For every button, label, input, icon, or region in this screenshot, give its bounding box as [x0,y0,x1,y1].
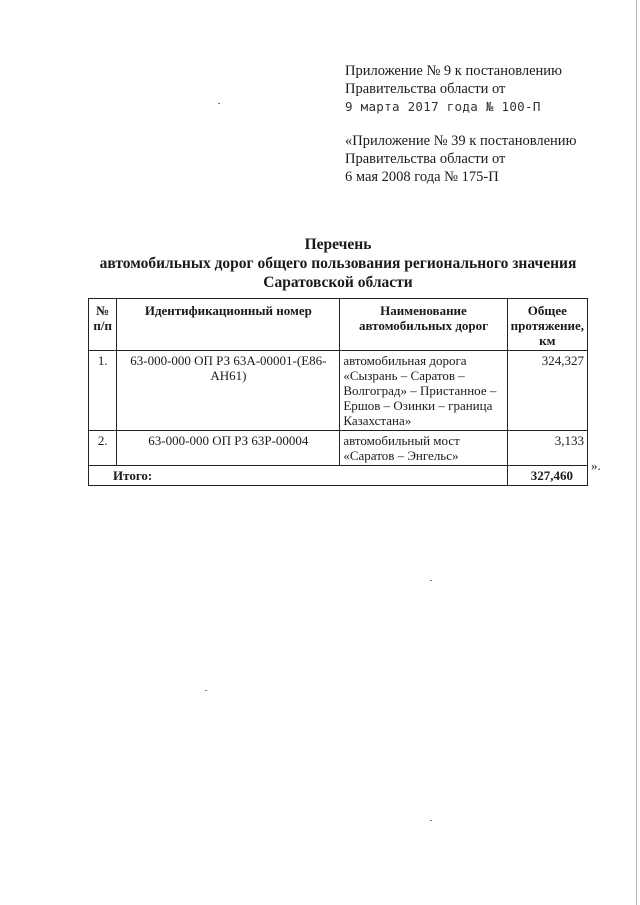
appendix-current [345,62,562,116]
appendix-current-line1: Приложение № 9 к постановлению [345,63,562,79]
scan-speck [430,580,432,581]
row2-num: 2. [89,431,117,466]
appendix-original-line2: Правительства области от [345,151,506,167]
row2-id: 63-000-000 ОП РЗ 63Р-00004 [117,431,340,466]
scan-speck [430,820,432,821]
scan-speck [218,103,220,104]
closing-quote-mark: ». [591,458,601,473]
table-total-row [89,466,588,486]
table-row [89,351,588,431]
title-line2: автомобильных дорог общего пользования регионального значения [99,255,577,272]
row2-length: 3,133 [507,431,587,466]
header-num: № п/п [89,299,117,351]
row1-id: 63-000-000 ОП РЗ 63А-00001-(Е86-АН61) [117,351,340,431]
total-label: Итого: [89,466,508,486]
roads-table [88,298,588,486]
table-header-row [89,299,588,351]
header-name: Наименование автомобильных дорог [340,299,507,351]
header-id: Идентификационный номер [117,299,340,351]
table-row [89,431,588,466]
row1-num: 1. [89,351,117,431]
total-value: 327,460 [507,466,587,486]
title-line3: Саратовской области [263,274,413,291]
appendix-original-line3: 6 мая 2008 года № 175-П [345,169,499,185]
appendix-current-line3: 9 марта 2017 года № 100-П [345,99,541,114]
appendix-original [345,132,576,186]
row2-name: автомобильный мост «Саратов – Энгельс» [340,431,507,466]
appendix-original-line1: «Приложение № 39 к постановлению [345,133,577,149]
scan-speck [205,690,207,691]
appendix-current-line2: Правительства области от [345,81,506,97]
document-title [88,235,588,292]
row1-name: автомобильная дорога «Сызрань – Саратов – Волгоград» – Пристанное – Ершов – Озинки – граница Казахстана» [340,351,507,431]
header-length: Общее протяжение, км [507,299,587,351]
title-line1: Перечень [304,236,372,253]
row1-length: 324,327 [507,351,587,431]
